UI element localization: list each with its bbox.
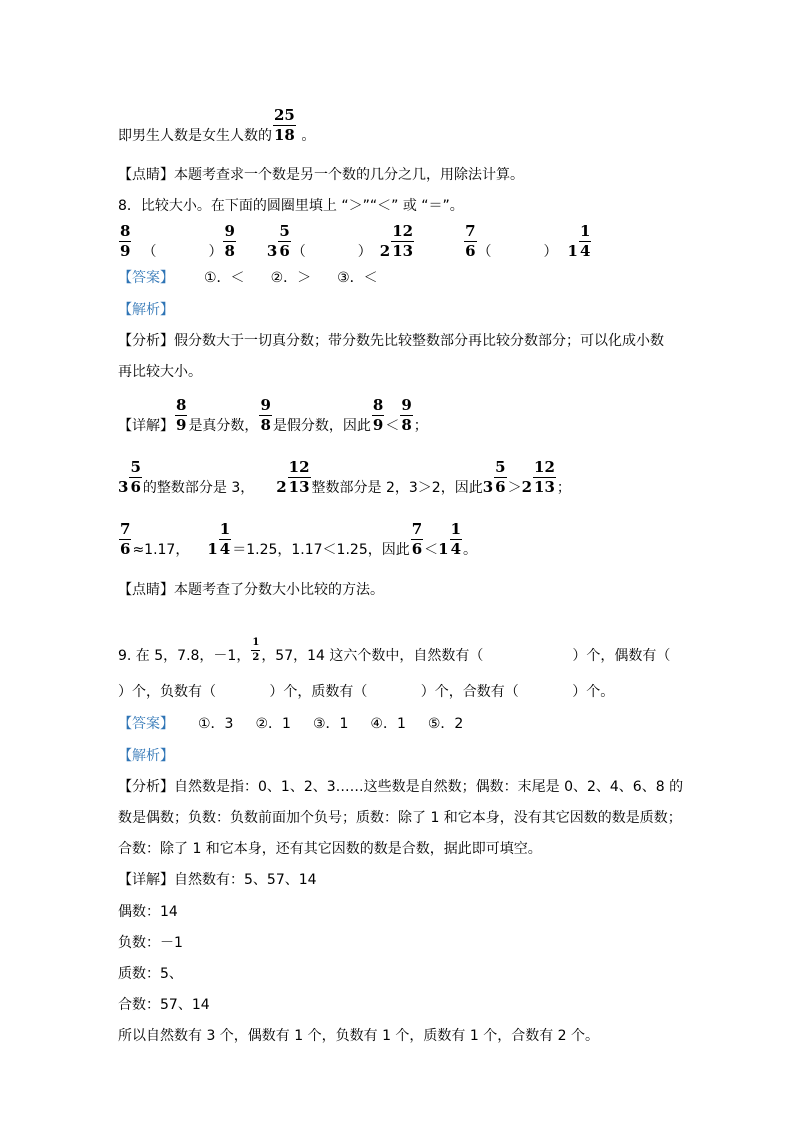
xiangjie-line <box>118 398 428 435</box>
denominator: 6 <box>411 540 423 558</box>
answer-label: 【答案】 <box>118 716 174 732</box>
numerator: 1 <box>251 638 260 651</box>
blank-close[interactable]: ） <box>543 244 558 260</box>
whole-part: 2 <box>276 478 287 496</box>
numerator: 7 <box>465 222 476 240</box>
whole-part: 2 <box>379 242 391 260</box>
numerator: 5 <box>279 222 290 240</box>
numerator: 9 <box>260 396 271 414</box>
text: ＝1.25，1.17＜1.25，因此 <box>232 542 410 558</box>
numerator: 12 <box>392 222 414 240</box>
text: ＜ <box>424 542 439 558</box>
denominator: 13 <box>288 478 310 496</box>
blank-open[interactable]: （ <box>291 244 306 260</box>
fenxi-line: 数是偶数；负数：负数前面加个负号；质数：除了 1 和它本身，没有其它因数的数是质数； <box>118 810 682 826</box>
answer: ②．＞ <box>270 270 312 286</box>
text: ，57，14 这六个数中，自然数有（ ）个，偶数有（ <box>261 648 671 664</box>
q8-comparisons <box>118 224 592 261</box>
whole-part: 1 <box>438 540 449 558</box>
numerator: 7 <box>411 520 423 538</box>
fraction <box>288 460 311 495</box>
denominator: 8 <box>401 416 412 434</box>
denominator: 4 <box>579 242 591 260</box>
fraction <box>273 108 296 143</box>
text: 的整数部分是 3， <box>142 480 255 496</box>
fraction <box>464 224 476 259</box>
question-8-title: 8．比较大小。在下面的圆圈里填上 “＞”“＜” 或 “＝”。 <box>118 198 464 214</box>
fraction <box>450 522 462 557</box>
text: 是真分数， <box>188 418 259 434</box>
numerator: 5 <box>495 458 506 476</box>
text: 整数部分是 2，3＞2，因此 <box>311 480 483 496</box>
numerator: 8 <box>120 222 131 240</box>
fraction <box>251 638 260 663</box>
numerator: 9 <box>401 396 412 414</box>
answer: ④．1 <box>370 716 406 732</box>
xiangjie-line <box>118 460 571 497</box>
fraction <box>494 460 506 495</box>
denominator: 6 <box>130 478 141 496</box>
fraction <box>119 224 131 259</box>
blank-close[interactable]: ） <box>357 244 372 260</box>
numerator: 8 <box>176 396 187 414</box>
fenxi-line: 再比较大小。 <box>118 364 202 380</box>
denominator: 8 <box>260 416 271 434</box>
fenxi-line: 【分析】假分数大于一切真分数；带分数先比较整数部分再比较分数部分；可以化成小数 <box>118 333 664 349</box>
denominator: 9 <box>120 242 131 260</box>
denominator: 13 <box>392 242 414 260</box>
denominator: 9 <box>176 416 187 434</box>
whole-part: 1 <box>207 540 218 558</box>
fraction <box>411 522 423 557</box>
denominator: 4 <box>450 540 462 558</box>
numerator: 9 <box>224 222 235 240</box>
denominator: 2 <box>252 652 260 663</box>
fraction <box>119 522 131 557</box>
denominator: 18 <box>274 126 295 144</box>
denominator: 6 <box>279 242 290 260</box>
question-9-line <box>118 638 670 665</box>
detail-line: 【详解】自然数有：5、57、14 <box>118 872 317 888</box>
answer: ③．＜ <box>337 270 378 286</box>
numerator: 7 <box>120 520 131 538</box>
answer-label: 【答案】 <box>118 270 174 286</box>
fraction <box>219 522 231 557</box>
whole-part: 1 <box>567 242 578 260</box>
numerator: 1 <box>219 520 231 538</box>
text: ； <box>413 418 428 434</box>
jiexi-label: 【解析】 <box>118 748 174 764</box>
q9-answer <box>118 715 463 733</box>
numerator: 1 <box>579 222 591 240</box>
text: 9. 在 5，7.8，－1， <box>118 648 251 664</box>
text: ≈1.17， <box>132 542 190 558</box>
numerator: 1 <box>450 520 462 538</box>
dianjing-line: 【点睛】本题考查了分数大小比较的方法。 <box>118 582 384 598</box>
numerator: 8 <box>372 396 384 414</box>
detail-line: 合数：57、14 <box>118 997 210 1013</box>
whole-part: 3 <box>118 478 129 496</box>
denominator: 8 <box>224 242 235 260</box>
denominator: 9 <box>372 416 384 434</box>
dianjing-line: 【点睛】本题考查求一个数是另一个数的几分之几，用除法计算。 <box>118 167 524 183</box>
numerator: 12 <box>534 458 555 476</box>
fraction <box>579 224 591 259</box>
answer: ①．＜ <box>204 270 245 286</box>
summary-line: 所以自然数有 3 个，偶数有 1 个，负数有 1 个，质数有 1 个，合数有 2 个。 <box>118 1028 600 1044</box>
numerator: 25 <box>274 106 295 124</box>
fenxi-line: 【分析】自然数是指：0、1、2、3……这些数是自然数；偶数：末尾是 0、2、4、6、8 的 <box>118 779 684 795</box>
q8-answer <box>118 269 378 287</box>
numerator: 5 <box>130 458 141 476</box>
fraction <box>400 398 412 433</box>
text: ＞ <box>507 480 522 496</box>
whole-part: 3 <box>266 242 278 260</box>
blank-close[interactable]: ） <box>208 244 223 260</box>
fraction <box>278 224 290 259</box>
text: ； <box>556 480 571 496</box>
fraction <box>391 224 414 259</box>
answer: ①．3 <box>198 716 234 732</box>
fraction <box>259 398 271 433</box>
fraction <box>175 398 187 433</box>
detail-line: 负数：－1 <box>118 935 183 951</box>
blank-open[interactable]: （ <box>477 244 492 260</box>
answer: ③．1 <box>312 716 349 732</box>
answer: ②．1 <box>255 716 291 732</box>
denominator: 13 <box>534 478 555 496</box>
text: 。 <box>463 542 478 558</box>
text: 是假分数，因此 <box>272 418 371 434</box>
text: 【详解】 <box>118 418 174 434</box>
denominator: 6 <box>495 478 506 496</box>
fenxi-line: 合数：除了 1 和它本身，还有其它因数的数是合数，据此即可填空。 <box>118 841 542 857</box>
blank-open[interactable]: （ <box>142 244 157 260</box>
answer: ⑤．2 <box>427 716 464 732</box>
text: 。 <box>301 128 316 144</box>
xiangjie-line <box>118 522 477 559</box>
fraction <box>533 460 556 495</box>
jiexi-label: 【解析】 <box>118 302 174 318</box>
text-line <box>118 108 315 145</box>
denominator: 6 <box>120 540 131 558</box>
question-9-line: ）个，负数有（ ）个，质数有（ ）个，合数有（ ）个。 <box>118 684 615 700</box>
denominator: 4 <box>219 540 231 558</box>
fraction <box>372 398 384 433</box>
text: 即男生人数是女生人数的 <box>118 128 272 144</box>
numerator: 12 <box>288 458 310 476</box>
fraction <box>223 224 235 259</box>
fraction <box>129 460 141 495</box>
denominator: 6 <box>465 242 476 260</box>
text: ＜ <box>385 418 400 434</box>
detail-line: 质数：5、 <box>118 966 183 982</box>
whole-part: 2 <box>521 478 533 496</box>
whole-part: 3 <box>482 478 494 496</box>
detail-line: 偶数：14 <box>118 904 178 920</box>
